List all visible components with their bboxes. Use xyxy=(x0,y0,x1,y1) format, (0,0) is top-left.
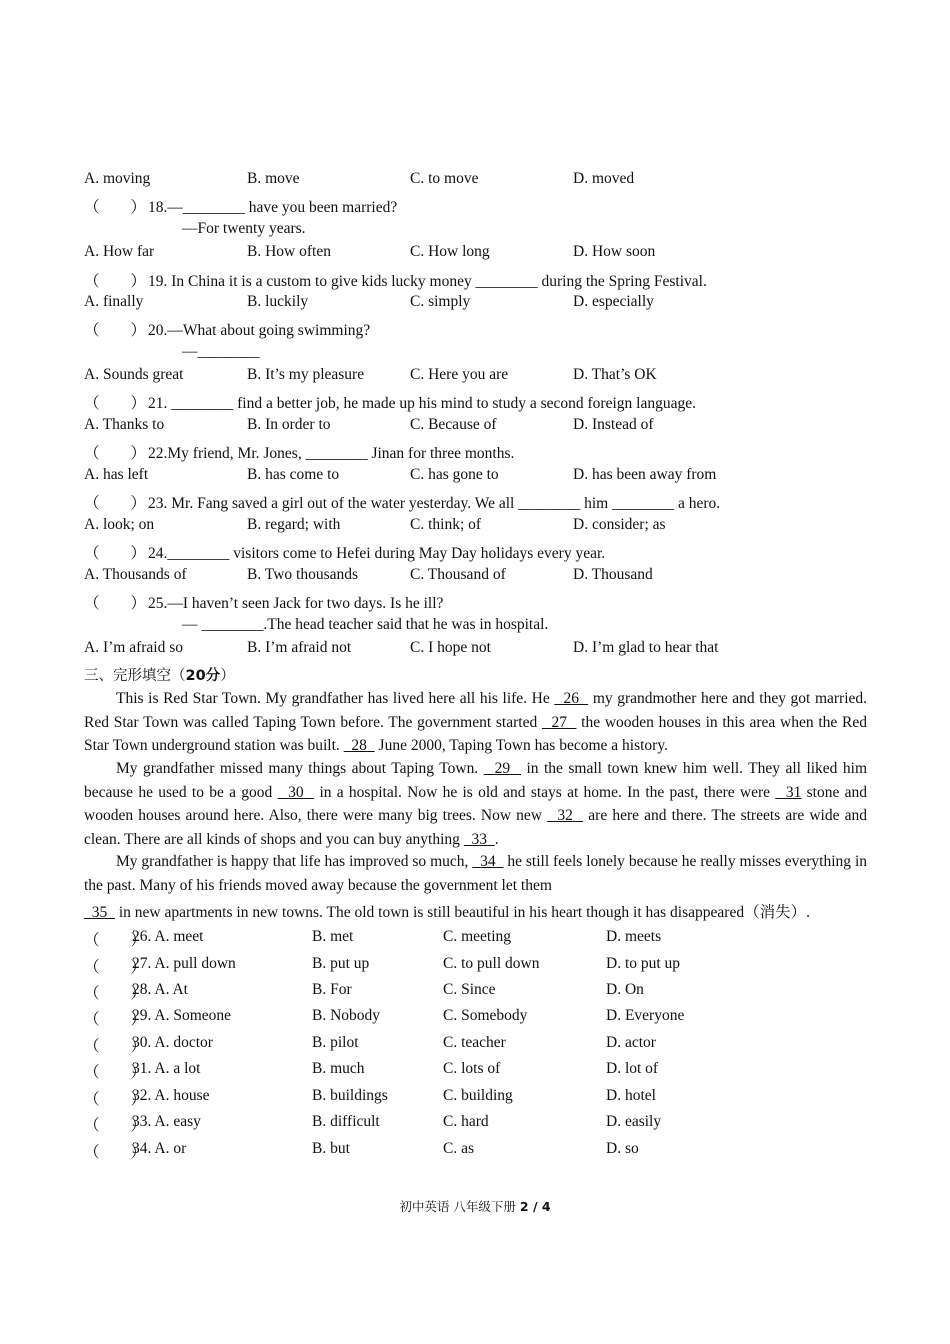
option-d: D. moved xyxy=(573,170,635,187)
answer-paren[interactable]: （ ） xyxy=(84,322,147,339)
option-c: C. to move xyxy=(410,170,479,187)
option-a: A. has left xyxy=(84,466,149,483)
blank-34[interactable]: 34 xyxy=(480,853,496,870)
option-c: C. I hope not xyxy=(410,639,491,656)
passage-paragraph-2: My grandfather missed many things about Taping Town. 29 in the small town knew him well. They all liked him because he used to be a good 30 in a hospital. Now he is old and stays at home. In the past, there were 31 stone and wooden houses around here. Also, there were many big trees. Now new 32 are here and there. The streets are wide and clean. There are all kinds of shops and you can buy anything 33 . xyxy=(84,760,868,848)
option-c: C. has gone to xyxy=(410,466,499,483)
question-reply: — ________.The head teacher said that he was in hospital. xyxy=(182,616,549,633)
page-footer xyxy=(0,1197,950,1215)
question-22 xyxy=(84,441,514,463)
blank-33[interactable]: 33 xyxy=(471,830,488,848)
section-points: 20分 xyxy=(185,668,221,684)
option-c: C. How long xyxy=(410,243,490,260)
answer-paren[interactable]: （ ） xyxy=(84,1011,147,1028)
answer-paren[interactable]: （ ） xyxy=(84,1091,147,1108)
passage-paragraph-3-cont: 35 in new apartments in new towns. The old town is still beautiful in his heart though it has disappeared（消失）. xyxy=(84,900,810,922)
blank-31[interactable]: 31 xyxy=(785,783,802,801)
question-stem: 24.________ visitors come to Hefei during May Day holidays every year. xyxy=(148,545,606,562)
question-reply: —For twenty years. xyxy=(182,220,306,237)
option-d: D. I’m glad to hear that xyxy=(573,639,719,656)
option-a: A. I’m afraid so xyxy=(84,639,183,656)
option-a: A. finally xyxy=(84,293,144,310)
option-b: B. move xyxy=(247,170,300,187)
option-c: C. Because of xyxy=(410,416,497,433)
question-stem: 19. In China it is a custom to give kids lucky money ________ during the Spring Festival. xyxy=(148,273,707,290)
option-b: B. regard; with xyxy=(247,516,341,533)
option-a: A. Sounds great xyxy=(84,366,184,383)
question-stem: 25.—I haven’t seen Jack for two days. Is he ill? xyxy=(148,595,444,612)
question-stem: 18.—________ have you been married? xyxy=(148,199,398,216)
answer-paren[interactable]: （ ） xyxy=(84,545,147,562)
option-d: D. How soon xyxy=(573,243,656,260)
answer-paren[interactable]: （ ） xyxy=(84,445,147,462)
option-c: C. Here you are xyxy=(410,366,509,383)
answer-paren[interactable]: （ ） xyxy=(84,595,147,612)
option-b: B. In order to xyxy=(247,416,331,433)
section-heading xyxy=(84,664,235,685)
question-19 xyxy=(84,269,707,291)
question-stem: 21. ________ find a better job, he made up his mind to study a second foreign language. xyxy=(148,395,696,412)
option-c: C. think; of xyxy=(410,516,482,533)
blank-30[interactable]: 30 xyxy=(288,783,304,801)
option-d: D. Instead of xyxy=(573,416,654,433)
question-20 xyxy=(84,318,370,340)
option-b: B. It’s my pleasure xyxy=(247,366,365,383)
question-stem: 23. Mr. Fang saved a girl out of the water yesterday. We all ________ him ________ a hero. xyxy=(148,495,721,512)
answer-paren[interactable]: （ ） xyxy=(84,1038,147,1055)
option-a: A. Thousands of xyxy=(84,566,187,583)
answer-paren[interactable]: （ ） xyxy=(84,495,147,512)
question-23 xyxy=(84,491,720,513)
option-b: B. luckily xyxy=(247,293,309,310)
answer-paren[interactable]: （ ） xyxy=(84,395,147,412)
blank-29[interactable]: 29 xyxy=(494,760,511,777)
option-a: A. moving xyxy=(84,170,151,187)
option-b: B. How often xyxy=(247,243,331,260)
option-d: D. consider; as xyxy=(573,516,666,533)
section-title: 三、完形填空（ xyxy=(84,668,186,684)
option-d: D. Thousand xyxy=(573,566,653,583)
passage-paragraph-3: My grandfather is happy that life has improved so much, 34 he still feels lonely because he really misses everything in the past. Many of his friends moved away because the government let them xyxy=(84,853,868,894)
answer-paren[interactable]: （ ） xyxy=(84,273,147,290)
option-d: D. especially xyxy=(573,293,654,310)
option-a: A. How far xyxy=(84,243,155,260)
page-number: 2 / 4 xyxy=(519,1199,551,1214)
question-18 xyxy=(84,195,397,217)
option-c: C. simply xyxy=(410,293,471,310)
question-21 xyxy=(84,391,696,413)
blank-28[interactable]: 28 xyxy=(351,737,367,754)
question-stem: 22.My friend, Mr. Jones, ________ Jinan for three months. xyxy=(148,445,515,462)
option-b: B. I’m afraid not xyxy=(247,639,352,656)
answer-paren[interactable]: （ ） xyxy=(84,1117,147,1134)
passage-paragraph-1: This is Red Star Town. My grandfather has lived here all his life. He 26 my grandmother here and they got married. Red Star Town was called Taping Town before. The government started 27 the wooden houses in this area when the Red Star Town underground station was built. 28 June 2000, Taping Town has become a history. xyxy=(84,690,868,754)
option-c: C. Thousand of xyxy=(410,566,506,583)
answer-paren[interactable]: （ ） xyxy=(84,1064,147,1081)
question-stem: 20.—What about going swimming? xyxy=(148,322,371,339)
answer-paren[interactable]: （ ） xyxy=(84,985,147,1002)
blank-32[interactable]: 32 xyxy=(557,807,573,824)
option-b: B. has come to xyxy=(247,466,340,483)
question-reply: —________ xyxy=(182,343,260,360)
option-b: B. Two thousands xyxy=(247,566,359,583)
blank-35[interactable]: 35 xyxy=(91,904,108,921)
question-25 xyxy=(84,591,443,613)
footer-label: 初中英语 八年级下册 xyxy=(399,1199,520,1214)
blank-26[interactable]: 26 xyxy=(563,690,580,707)
section-title-close: ） xyxy=(220,668,235,684)
option-a: A. Thanks to xyxy=(84,416,165,433)
option-d: D. has been away from xyxy=(573,466,717,483)
answer-paren[interactable]: （ ） xyxy=(84,199,147,216)
answer-paren[interactable]: （ ） xyxy=(84,959,147,976)
blank-27[interactable]: 27 xyxy=(551,713,567,731)
answer-paren[interactable]: （ ） xyxy=(84,1144,147,1161)
question-24 xyxy=(84,541,605,563)
answer-paren[interactable]: （ ） xyxy=(84,932,147,949)
option-d: D. That’s OK xyxy=(573,366,657,383)
option-a: A. look; on xyxy=(84,516,155,533)
